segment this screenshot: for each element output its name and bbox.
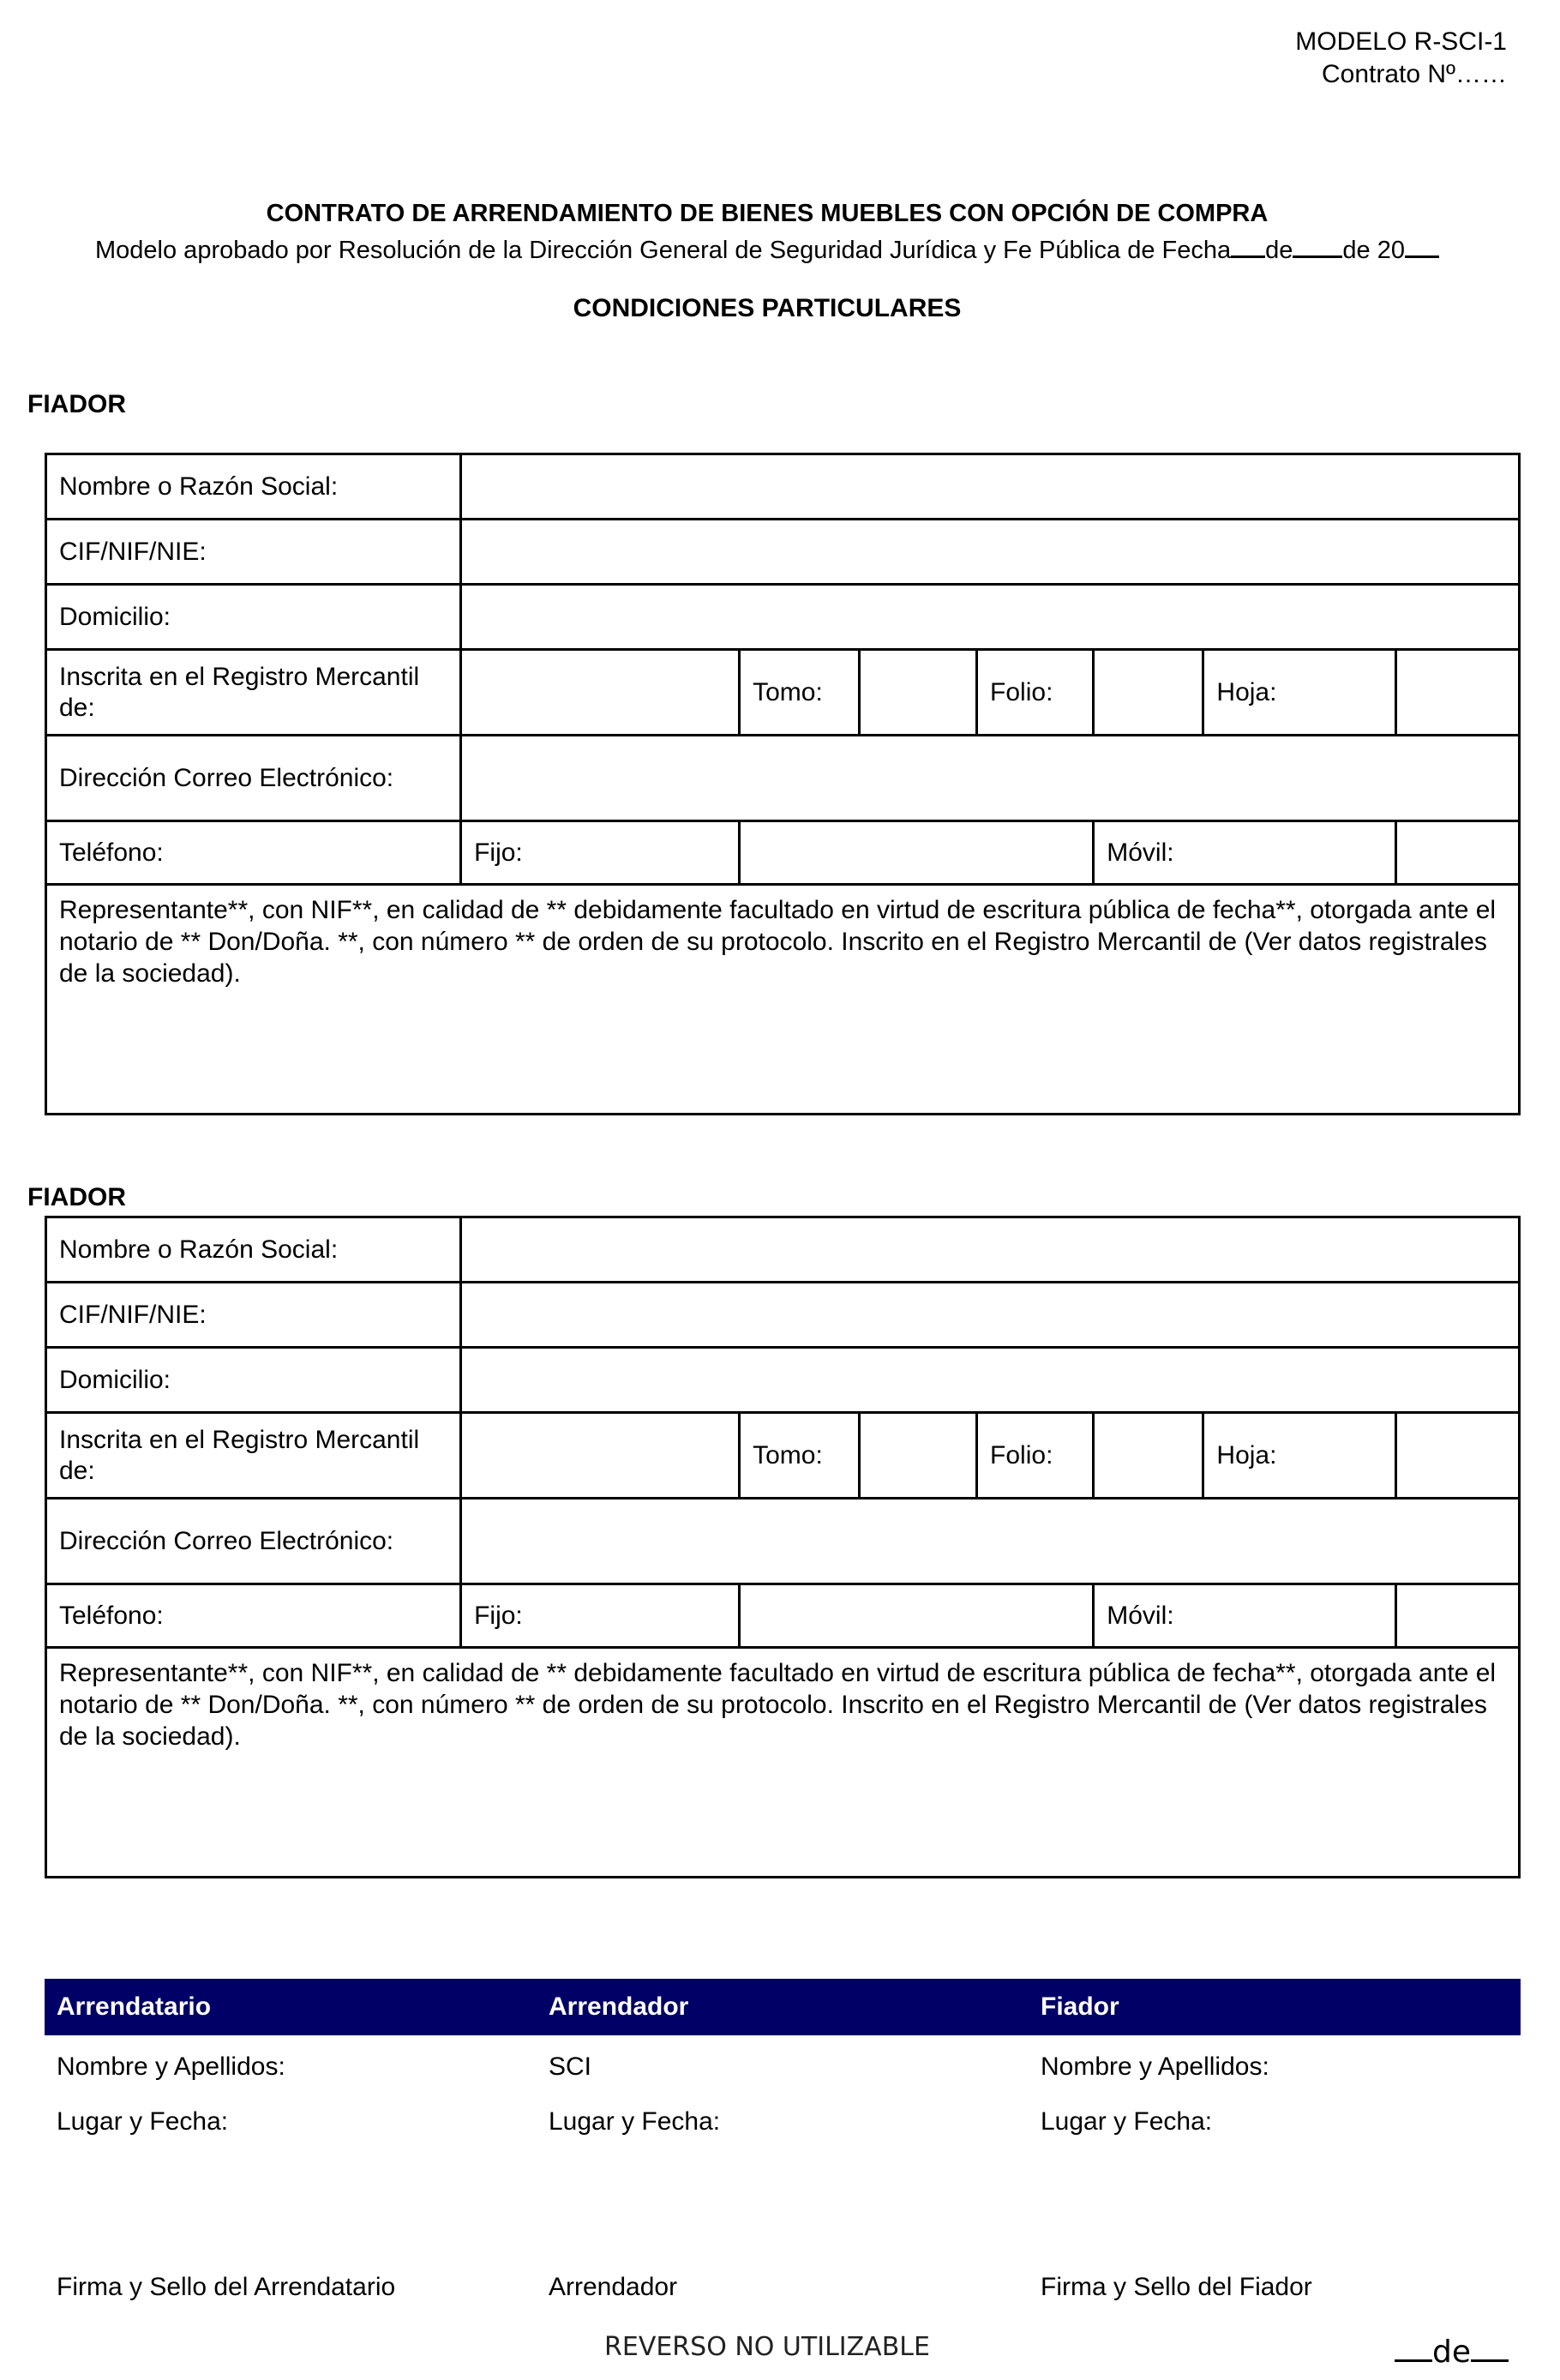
cif-field[interactable] xyxy=(461,520,1520,585)
folio-field[interactable] xyxy=(1094,1413,1203,1499)
page-de: de xyxy=(1432,2335,1471,2370)
reverse-notice: REVERSO NO UTILIZABLE xyxy=(604,2332,930,2362)
fiador-name-label: Nombre y Apellidos: xyxy=(1041,2052,1269,2081)
fijo-field[interactable] xyxy=(740,1584,1094,1648)
nombre-label: Nombre o Razón Social: xyxy=(46,1217,461,1283)
fijo-label: Fijo: xyxy=(461,1584,740,1648)
correo-label: Dirección Correo Electrónico: xyxy=(46,1499,461,1584)
correo-field[interactable] xyxy=(461,1499,1520,1584)
arrendador-name-label: SCI xyxy=(549,2052,592,2081)
contract-number: Contrato Nº…… xyxy=(1321,60,1507,88)
cif-field[interactable] xyxy=(461,1283,1520,1348)
signature-header xyxy=(45,1979,1521,2035)
registro-field[interactable] xyxy=(461,1413,740,1499)
representante-text: Representante**, con NIF**, en calidad de ** debidamente facultado en virtud de escritura pública de fecha**, otorgada ante el notario de ** Don/Doña. **, con número ** de orden de su protocolo. Inscrito en el Registro Mercantil de (Ver datos registrales de la sociedad). xyxy=(46,1648,1520,1878)
domicilio-label: Domicilio: xyxy=(46,585,461,650)
representante-text: Representante**, con NIF**, en calidad de ** debidamente facultado en virtud de escritura pública de fecha**, otorgada ante el notario de ** Don/Doña. **, con número ** de orden de su protocolo. Inscrito en el Registro Mercantil de (Ver datos registrales de la sociedad). xyxy=(46,885,1520,1115)
month-blank[interactable] xyxy=(1293,230,1342,258)
movil-label: Móvil: xyxy=(1094,821,1395,885)
fiador-place-label: Lugar y Fecha: xyxy=(1041,2107,1213,2136)
fiador-header: Fiador xyxy=(1041,1992,1119,2021)
folio-label: Folio: xyxy=(977,650,1094,736)
telefono-label: Teléfono: xyxy=(46,1584,461,1648)
movil-field[interactable] xyxy=(1395,821,1519,885)
correo-field[interactable] xyxy=(461,736,1520,821)
year-blank[interactable] xyxy=(1405,230,1439,258)
page-counter xyxy=(1395,2329,1509,2370)
arrendatario-name-label: Nombre y Apellidos: xyxy=(57,2052,285,2081)
registro-label: Inscrita en el Registro Mercantil de: xyxy=(46,1413,461,1499)
fiador-2-table xyxy=(45,1216,1521,1878)
domicilio-label: Domicilio: xyxy=(46,1348,461,1413)
registro-label: Inscrita en el Registro Mercantil de: xyxy=(46,650,461,736)
folio-field[interactable] xyxy=(1094,650,1203,736)
tomo-label: Tomo: xyxy=(740,1413,860,1499)
tomo-label: Tomo: xyxy=(740,650,860,736)
fijo-label: Fijo: xyxy=(461,821,740,885)
registro-field[interactable] xyxy=(461,650,740,736)
signature-row-name xyxy=(45,2052,1521,2082)
nombre-field[interactable] xyxy=(461,454,1520,520)
model-code: MODELO R-SCI-1 xyxy=(1295,27,1507,56)
fiador-2-label: FIADOR xyxy=(27,1183,126,1211)
arrendador-header: Arrendador xyxy=(549,1992,689,2021)
telefono-label: Teléfono: xyxy=(46,821,461,885)
tomo-field[interactable] xyxy=(859,1413,976,1499)
fiador-1-table xyxy=(45,453,1521,1115)
conditions-heading: CONDICIONES PARTICULARES xyxy=(573,294,962,322)
hoja-label: Hoja: xyxy=(1203,650,1395,736)
document-title: CONTRATO DE ARRENDAMIENTO DE BIENES MUEBLES CON OPCIÓN DE COMPRA xyxy=(266,200,1269,227)
folio-label: Folio: xyxy=(977,1413,1094,1499)
tomo-field[interactable] xyxy=(859,650,976,736)
cif-label: CIF/NIF/NIE: xyxy=(46,1283,461,1348)
de-1: de xyxy=(1265,237,1293,264)
day-blank[interactable] xyxy=(1231,230,1265,258)
nombre-label: Nombre o Razón Social: xyxy=(46,454,461,520)
fijo-field[interactable] xyxy=(740,821,1094,885)
arrendatario-header: Arrendatario xyxy=(57,1992,212,2021)
arrendador-sign-label: Arrendador xyxy=(549,2273,678,2301)
fiador-sign-label: Firma y Sello del Fiador xyxy=(1041,2273,1312,2301)
fiador-1-label: FIADOR xyxy=(27,390,126,418)
hoja-field[interactable] xyxy=(1395,650,1519,736)
arrendatario-place-label: Lugar y Fecha: xyxy=(57,2107,229,2136)
correo-label: Dirección Correo Electrónico: xyxy=(46,736,461,821)
arrendatario-sign-label: Firma y Sello del Arrendatario xyxy=(57,2273,396,2301)
hoja-field[interactable] xyxy=(1395,1413,1519,1499)
signature-block xyxy=(45,1979,1521,2302)
page-blank[interactable] xyxy=(1395,2329,1432,2362)
domicilio-field[interactable] xyxy=(461,585,1520,650)
signature-row-place xyxy=(45,2107,1521,2137)
title-block xyxy=(0,197,1534,267)
nombre-field[interactable] xyxy=(461,1217,1520,1283)
approval-text: Modelo aprobado por Resolución de la Dirección General de Seguridad Jurídica y Fe Pública de Fecha xyxy=(95,237,1232,264)
hoja-label: Hoja: xyxy=(1203,1413,1395,1499)
movil-label: Móvil: xyxy=(1094,1584,1395,1648)
movil-field[interactable] xyxy=(1395,1584,1519,1648)
cif-label: CIF/NIF/NIE: xyxy=(46,520,461,585)
document-header xyxy=(1295,26,1507,91)
arrendador-place-label: Lugar y Fecha: xyxy=(549,2107,721,2136)
domicilio-field[interactable] xyxy=(461,1348,1520,1413)
total-blank[interactable] xyxy=(1471,2329,1509,2362)
de-2: de 20 xyxy=(1342,237,1405,264)
signature-row-sign xyxy=(45,2273,1521,2302)
approval-line xyxy=(0,230,1534,267)
